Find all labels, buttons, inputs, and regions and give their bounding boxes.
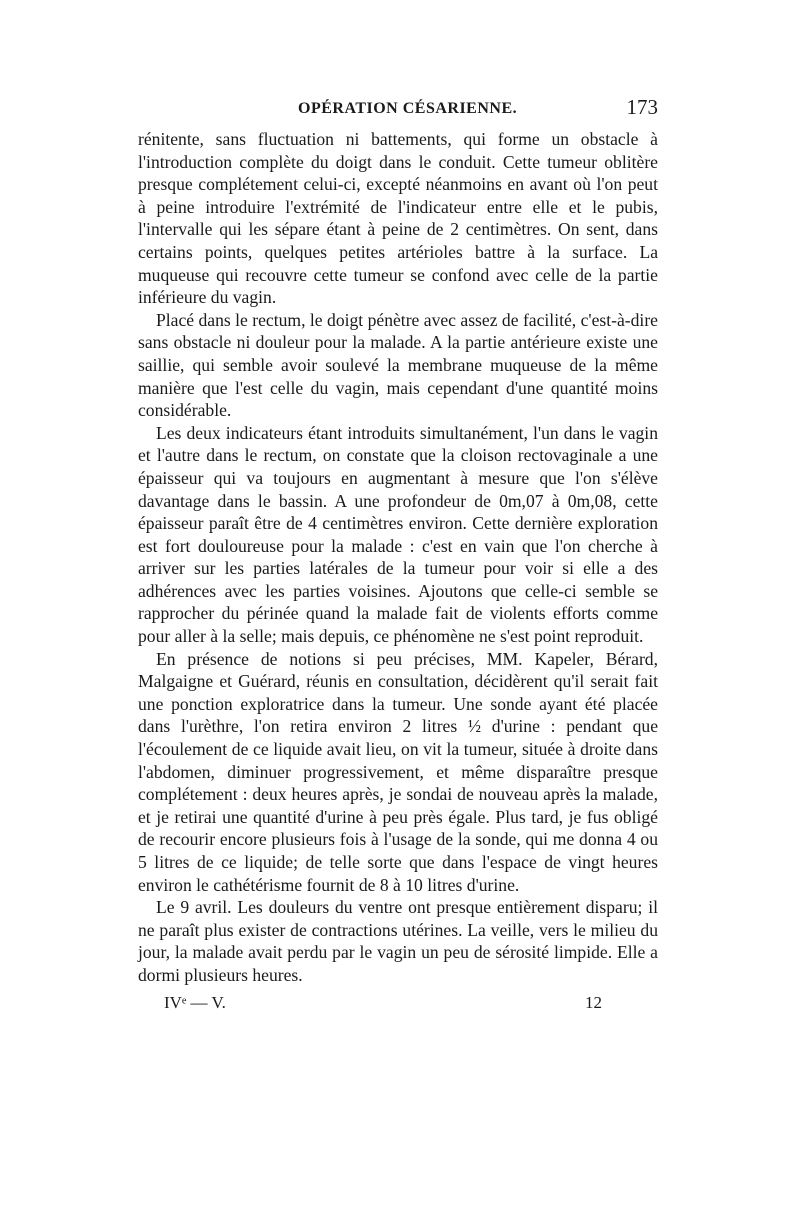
signature-mark: IVᵉ — V. xyxy=(164,992,226,1012)
paragraph-combined-exam: Les deux indicateurs étant introduits simultanément, l'un dans le vagin et l'autre dans le rectum, on constate que la cloison rectovaginale a une épaisseur qui va toujours en augmentant à mesure que l'on s'élève davantage dans le bassin. A une profondeur de 0m,07 à 0m,08, cette épaisseur paraît être de 4 centimètres environ. Cette dernière exploration est fort douloureuse pour la malade : c'est en vain que l'on cherche à arriver sur les parties latérales de la tumeur pour voir si elle a des adhérences avec les parties voisines. Ajoutons que celle-ci semble se rapprocher du périnée quand la malade fait de violents efforts comme pour aller à la selle; mais depuis, ce phénomène ne s'est point reproduit. xyxy=(138,422,658,647)
page-footer xyxy=(138,993,658,1021)
paragraph-rectal-exam: Placé dans le rectum, le doigt pénètre avec assez de facilité, c'est-à-dire sans obstacle ni douleur pour la malade. A la partie antérieure existe une saillie, qui semble avoir soulevé la membrane muqueuse de la même manière que l'est celle du vagin, mais cependant d'une quantité moins considérable. xyxy=(138,309,658,421)
paragraph-april-9: Le 9 avril. Les douleurs du ventre ont presque entièrement disparu; il ne paraît plus exister de contractions utérines. La veille, vers le milieu du jour, la malade avait perdu par le vagin un peu de sérosité limpide. Elle a dormi plusieurs heures. xyxy=(138,897,658,985)
running-head xyxy=(138,94,658,124)
book-page xyxy=(138,94,658,1021)
folio-number: 12 xyxy=(585,992,602,1012)
body-text xyxy=(138,128,658,987)
paragraph-consultation: En présence de notions si peu précises, MM. Kapeler, Bérard, Malgaigne et Guérard, réunis en consultation, décidèrent qu'il serait fait une ponction exploratrice dans la tumeur. Une sonde ayant été placée dans l'urèthre, l'on retira environ 2 litres ½ d'urine : pendant que l'écoulement de ce liquide avait lieu, on vit la tumeur, située à droite dans l'abdomen, diminuer progressivement, et même disparaître presque complétement : deux heures après, je sondai de nouveau après la malade, et je retirai une quantité d'urine à peu près égale. Plus tard, je fus obligé de recourir encore plusieurs fois à l'usage de la sonde, qui me donna 4 ou 5 litres de ce liquide; de telle sorte que dans l'espace de vingt heures environ le cathétérisme fournit de 8 à 10 litres d'urine. xyxy=(138,648,658,895)
running-title: OPÉRATION CÉSARIENNE. xyxy=(298,100,518,117)
paragraph-continuation: rénitente, sans fluctuation ni battements, qui forme un obstacle à l'introduction complète du doigt dans le conduit. Cette tumeur oblitère presque complétement celui-ci, excepté néanmoins en avant où l'on peut à peine introduire l'extrémité de l'indicateur entre elle et le pubis, l'intervalle qui les sépare étant à peine de 2 centimètres. On sent, dans certains points, quelques petites artérioles battre à la surface. La muqueuse qui recouvre cette tumeur se confond avec celle de la partie inférieure du vagin. xyxy=(138,129,658,308)
page-number: 173 xyxy=(626,95,658,119)
